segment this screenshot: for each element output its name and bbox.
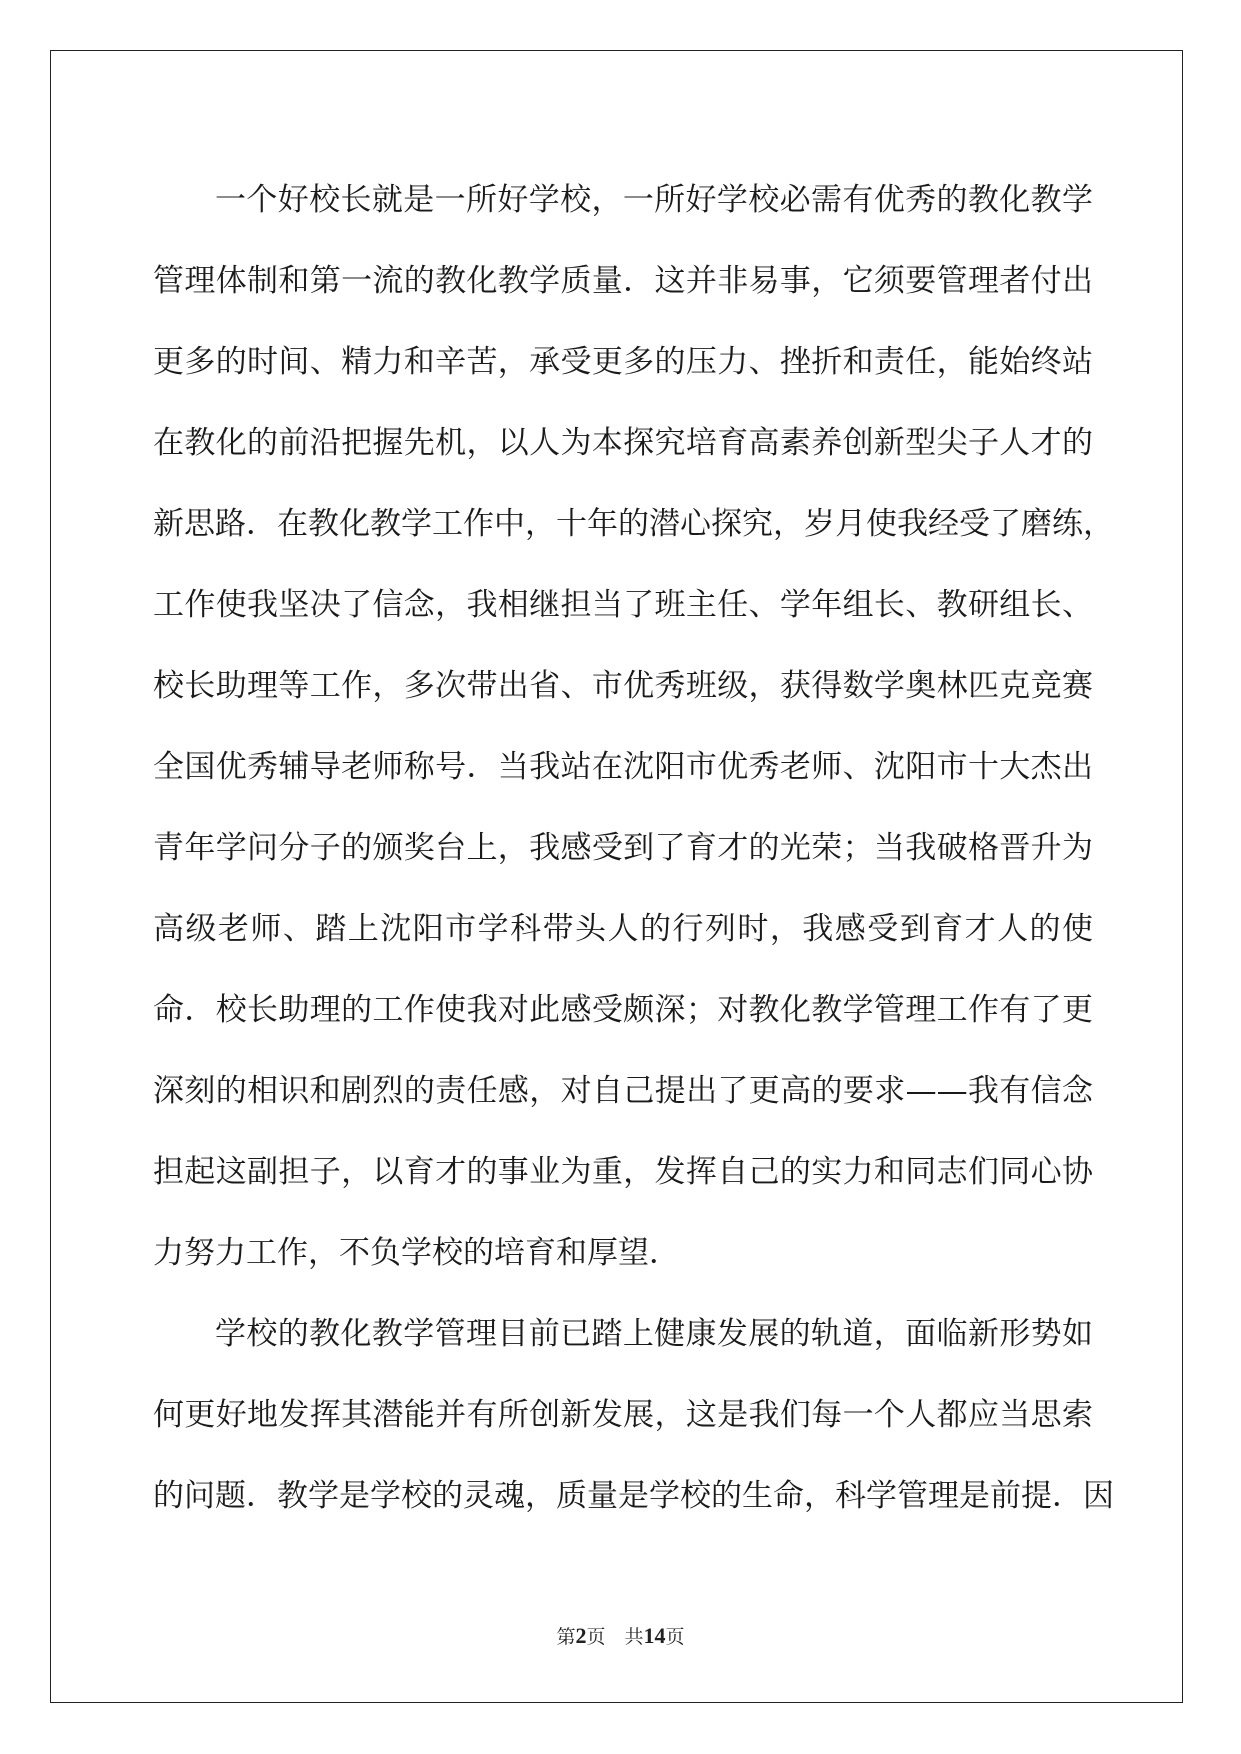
text-line: 更多的时间、精力和辛苦，承受更多的压力、挫折和责任，能始终站 bbox=[153, 344, 1093, 380]
text-line: 力努力工作，不负学校的培育和厚望． bbox=[153, 1235, 680, 1271]
text-line: 担起这副担子，以育才的事业为重，发挥自己的实力和同志们同心协 bbox=[153, 1154, 1093, 1190]
paragraph-1 bbox=[153, 160, 1114, 1294]
text-line: 管理体制和第一流的教化教学质量．这并非易事，它须要管理者付出 bbox=[153, 263, 1093, 299]
text-line: 新思路．在教化教学工作中，十年的潜心探究，岁月使我经受了磨练， bbox=[153, 506, 1114, 542]
text-line: 青年学问分子的颁奖台上，我感受到了育才的光荣；当我破格晋升为 bbox=[153, 830, 1093, 866]
page-footer bbox=[0, 1622, 1241, 1649]
text-line: 的问题．教学是学校的灵魂，质量是学校的生命，科学管理是前提．因 bbox=[153, 1478, 1114, 1514]
text-line: 校长助理等工作，多次带出省、市优秀班级，获得数学奥林匹克竞赛 bbox=[153, 668, 1093, 704]
text-line: 命．校长助理的工作使我对此感受颇深；对教化教学管理工作有了更 bbox=[153, 992, 1093, 1028]
text-line: 学校的教化教学管理目前已踏上健康发展的轨道，面临新形势如 bbox=[215, 1316, 1093, 1352]
text-line: 高级老师、踏上沈阳市学科带头人的行列时，我感受到育才人的使 bbox=[153, 911, 1093, 947]
text-line: 工作使我坚决了信念，我相继担当了班主任、学年组长、教研组长、 bbox=[153, 587, 1093, 623]
footer-prefix: 第 bbox=[556, 1626, 576, 1648]
total-pages: 14 bbox=[643, 1623, 666, 1648]
text-line: 一个好校长就是一所好学校，一所好学校必需有优秀的教化教学 bbox=[215, 182, 1093, 218]
text-line: 全国优秀辅导老师称号．当我站在沈阳市优秀老师、沈阳市十大杰出 bbox=[153, 749, 1093, 785]
document-body bbox=[153, 160, 1114, 1537]
footer-mid: 页 共 bbox=[586, 1626, 644, 1648]
text-line: 何更好地发挥其潜能并有所创新发展，这是我们每一个人都应当思索 bbox=[153, 1397, 1093, 1433]
page-number: 2 bbox=[575, 1623, 587, 1648]
footer-suffix: 页 bbox=[665, 1626, 685, 1648]
paragraph-2 bbox=[153, 1294, 1114, 1537]
text-line: 在教化的前沿把握先机，以人为本探究培育高素养创新型尖子人才的 bbox=[153, 425, 1093, 461]
text-line: 深刻的相识和剧烈的责任感，对自己提出了更高的要求——我有信念 bbox=[153, 1073, 1093, 1109]
